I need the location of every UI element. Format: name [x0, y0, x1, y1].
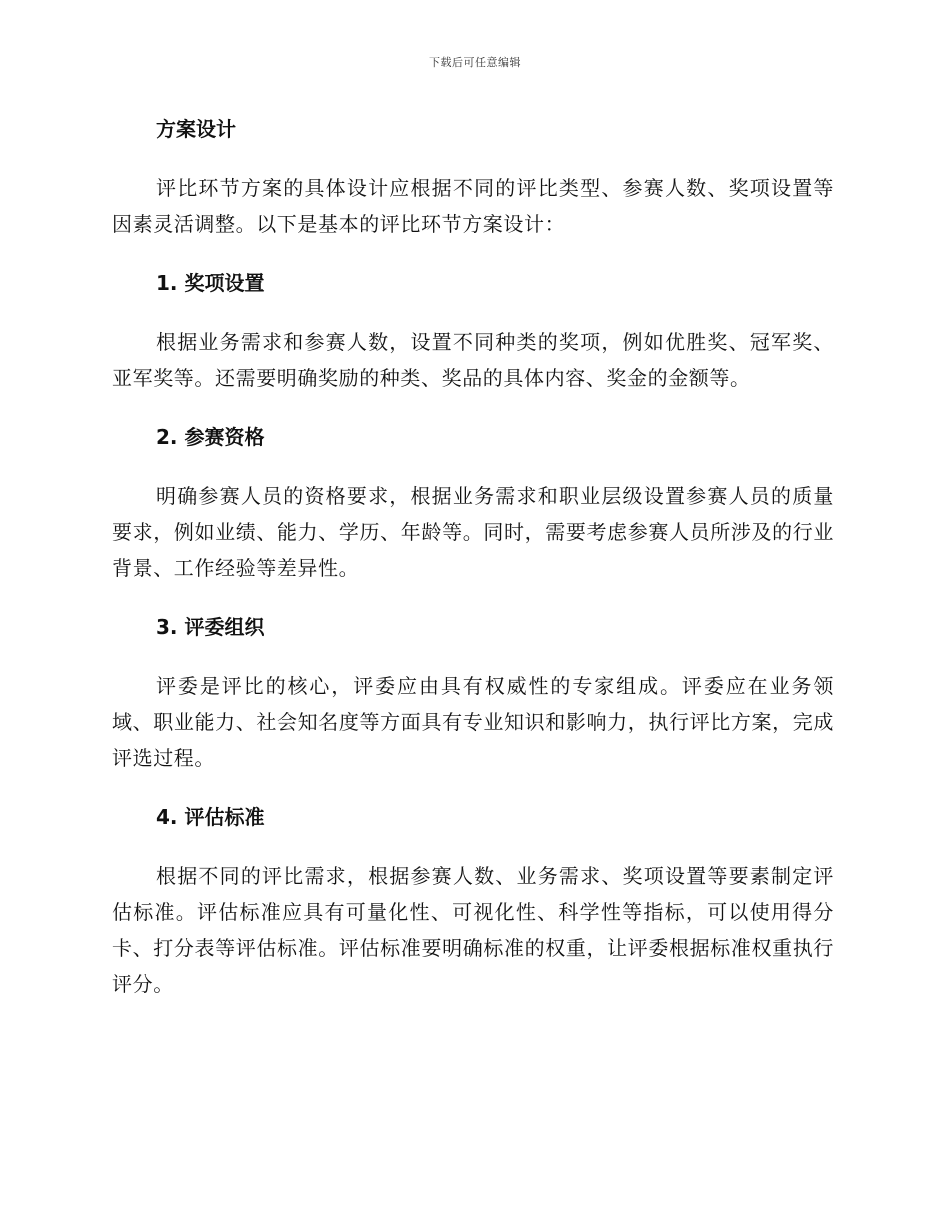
intro-paragraph: 评比环节方案的具体设计应根据不同的评比类型、参赛人数、奖项设置等因素灵活调整。以下是基本的评比环节方案设计： — [112, 176, 834, 236]
document-content — [112, 112, 834, 1026]
section-heading-awards: 1. 奖项设置 — [156, 271, 265, 295]
page-title: 方案设计 — [156, 117, 236, 141]
section-heading-eligibility: 2. 参赛资格 — [156, 425, 265, 449]
section-body-awards: 根据业务需求和参赛人数，设置不同种类的奖项，例如优胜奖、冠军奖、亚军奖等。还需要明确奖励的种类、奖品的具体内容、奖金的金额等。 — [112, 330, 834, 390]
section-body-criteria: 根据不同的评比需求，根据参赛人数、业务需求、奖项设置等要素制定评估标准。评估标准应具有可量化性、可视化性、科学性等指标，可以使用得分卡、打分表等评估标准。评估标准要明确标准的权重，让评委根据标准权重执行评分。 — [112, 864, 834, 996]
section-heading-judges: 3. 评委组织 — [156, 615, 265, 639]
header-note: 下载后可任意编辑 — [429, 56, 521, 69]
section-body-judges: 评委是评比的核心，评委应由具有权威性的专家组成。评委应在业务领域、职业能力、社会知名度等方面具有专业知识和影响力，执行评比方案，完成评选过程。 — [112, 674, 834, 770]
section-body-eligibility: 明确参赛人员的资格要求，根据业务需求和职业层级设置参赛人员的质量要求，例如业绩、能力、学历、年龄等。同时，需要考虑参赛人员所涉及的行业背景、工作经验等差异性。 — [112, 484, 834, 580]
section-heading-criteria: 4. 评估标准 — [156, 805, 265, 829]
